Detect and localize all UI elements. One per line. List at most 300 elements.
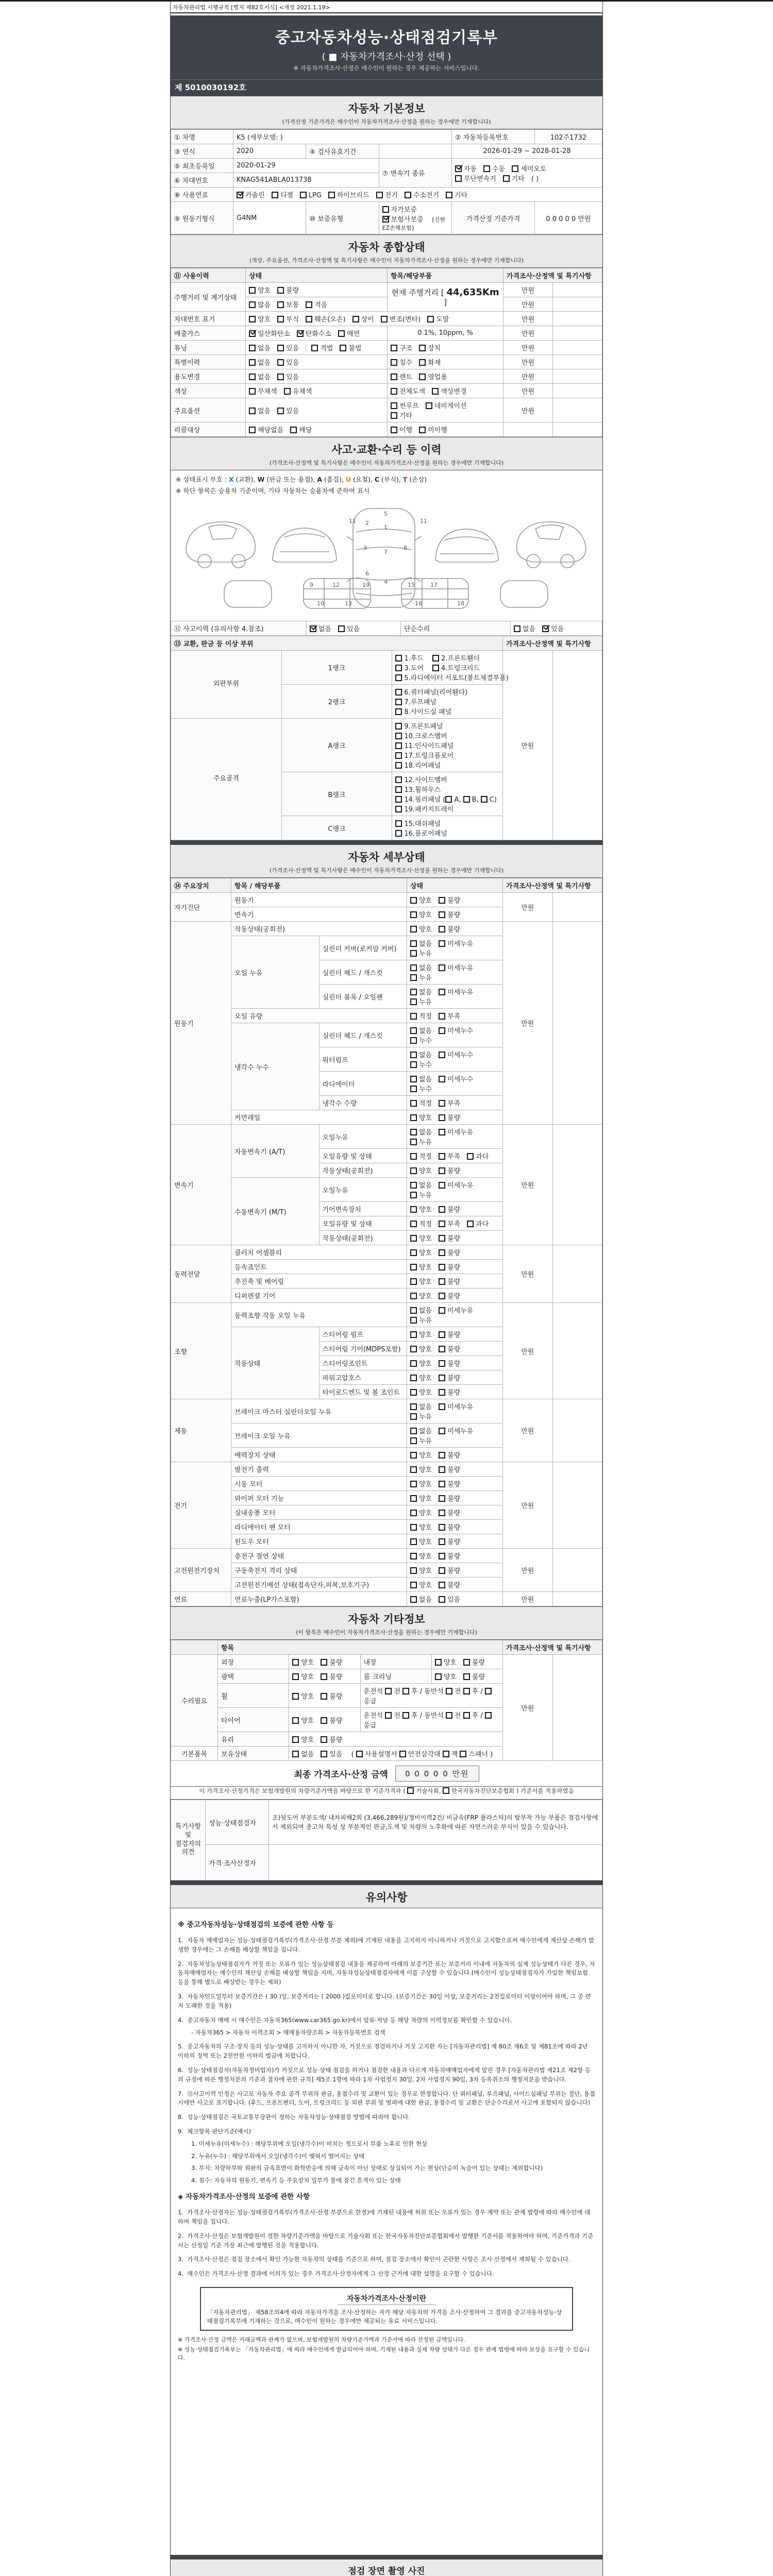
checkbox-option[interactable]	[439, 1580, 460, 1589]
checkbox-option[interactable]	[439, 1507, 460, 1517]
checkbox-option[interactable]	[514, 623, 535, 633]
checkbox-icon[interactable]	[410, 1596, 417, 1603]
checkbox-option[interactable]	[410, 938, 432, 948]
checkbox-option[interactable]	[439, 909, 460, 919]
checkbox-checked-icon[interactable]	[382, 216, 389, 223]
checkbox-option[interactable]	[432, 386, 466, 396]
checkbox-option[interactable]	[300, 192, 322, 199]
checkbox-checked-icon[interactable]	[237, 192, 243, 198]
checkbox-icon[interactable]	[419, 359, 426, 366]
checkbox-option[interactable]	[338, 623, 360, 633]
checkbox-icon[interactable]	[439, 897, 445, 904]
checkbox-icon[interactable]	[410, 964, 417, 971]
checkbox-icon[interactable]	[410, 1037, 417, 1044]
checkbox-icon[interactable]	[410, 1153, 417, 1160]
checkbox-icon[interactable]	[300, 192, 307, 198]
checkbox-option[interactable]	[439, 1358, 460, 1368]
checkbox-icon[interactable]	[395, 689, 402, 696]
checkbox-option[interactable]	[483, 163, 505, 173]
checkbox-option[interactable]	[410, 987, 432, 996]
checkbox-option[interactable]	[410, 1204, 432, 1214]
checkbox-icon[interactable]	[391, 345, 397, 351]
checkbox-icon[interactable]	[432, 655, 439, 662]
checkbox-option[interactable]	[439, 1247, 460, 1257]
checkbox-icon[interactable]	[463, 1688, 470, 1694]
checkbox-icon[interactable]	[410, 1264, 417, 1270]
checkbox-icon[interactable]	[292, 1673, 299, 1680]
checkbox-icon[interactable]	[399, 1751, 406, 1757]
checkbox-option[interactable]	[410, 1083, 432, 1093]
checkbox-option[interactable]	[410, 1358, 432, 1368]
checkbox-icon[interactable]	[249, 287, 256, 294]
checkbox-option[interactable]	[446, 190, 467, 199]
checkbox-option[interactable]	[410, 1291, 432, 1300]
checkbox-option[interactable]	[311, 343, 333, 352]
checkbox-option[interactable]	[410, 895, 432, 905]
checkbox-checked-icon[interactable]	[455, 165, 462, 172]
checkbox-option[interactable]	[410, 1218, 432, 1228]
checkbox-option[interactable]	[439, 987, 473, 996]
checkbox-icon[interactable]	[391, 402, 397, 409]
checkbox-icon[interactable]	[410, 1437, 417, 1444]
checkbox-icon[interactable]	[439, 1360, 445, 1367]
checkbox-icon[interactable]	[439, 964, 445, 971]
checkbox-icon[interactable]	[410, 926, 417, 933]
checkbox-option[interactable]	[395, 804, 453, 814]
checkbox-icon[interactable]	[410, 1524, 417, 1531]
checkbox-icon[interactable]	[410, 1013, 417, 1020]
checkbox-option[interactable]	[321, 1749, 342, 1758]
checkbox-icon[interactable]	[402, 1688, 409, 1694]
checkbox-icon[interactable]	[395, 708, 402, 715]
checkbox-option[interactable]	[455, 173, 496, 183]
checkbox-option[interactable]	[321, 1691, 342, 1701]
checkbox-icon[interactable]	[419, 374, 426, 380]
checkbox-option[interactable]	[395, 760, 441, 770]
checkbox-option[interactable]	[455, 163, 477, 173]
checkbox-option[interactable]	[277, 405, 299, 415]
checkbox-icon[interactable]	[410, 1510, 417, 1516]
checkbox-icon[interactable]	[439, 1027, 445, 1034]
checkbox-icon[interactable]	[467, 1153, 474, 1160]
checkbox-option[interactable]	[419, 425, 447, 434]
checkbox-option[interactable]	[391, 425, 412, 434]
checkbox-option[interactable]	[439, 1565, 460, 1575]
checkbox-icon[interactable]	[512, 165, 518, 172]
checkbox-option[interactable]	[410, 909, 432, 919]
checkbox-option[interactable]	[292, 1715, 314, 1725]
checkbox-icon[interactable]	[356, 1751, 363, 1757]
checkbox-icon[interactable]	[376, 192, 383, 198]
checkbox-option[interactable]	[391, 371, 412, 381]
checkbox-icon[interactable]	[439, 1182, 445, 1189]
checkbox-option[interactable]	[249, 314, 271, 324]
checkbox-icon[interactable]	[439, 1452, 445, 1459]
checkbox-option[interactable]	[395, 721, 443, 731]
checkbox-icon[interactable]	[277, 408, 284, 414]
checkbox-icon[interactable]	[277, 345, 284, 351]
checkbox-icon[interactable]	[391, 388, 397, 395]
checkbox-icon[interactable]	[277, 287, 284, 294]
checkbox-icon[interactable]	[463, 1673, 470, 1680]
checkbox-icon[interactable]	[439, 1524, 445, 1531]
checkbox-icon[interactable]	[249, 374, 256, 380]
checkbox-icon[interactable]	[391, 374, 397, 380]
checkbox-icon[interactable]	[311, 345, 318, 351]
checkbox-option[interactable]	[410, 924, 432, 934]
checkbox-icon[interactable]	[407, 1787, 414, 1794]
checkbox-option[interactable]	[426, 400, 467, 410]
checkbox-option[interactable]	[410, 962, 432, 972]
checkbox-option[interactable]	[467, 1218, 489, 1228]
checkbox-option[interactable]	[439, 1401, 473, 1411]
checkbox-icon[interactable]	[483, 165, 490, 172]
checkbox-option[interactable]	[410, 1262, 432, 1272]
checkbox-icon[interactable]	[503, 175, 510, 182]
checkbox-icon[interactable]	[395, 830, 402, 837]
checkbox-icon[interactable]	[395, 762, 402, 769]
checkbox-option[interactable]	[410, 1580, 432, 1589]
checkbox-icon[interactable]	[249, 359, 256, 366]
checkbox-option[interactable]	[410, 1112, 432, 1122]
checkbox-option[interactable]	[512, 163, 546, 173]
checkbox-icon[interactable]	[249, 388, 256, 395]
checkbox-icon[interactable]	[277, 316, 284, 323]
checkbox-option[interactable]	[439, 1493, 460, 1503]
checkbox-option[interactable]	[439, 1049, 473, 1059]
checkbox-icon[interactable]	[410, 940, 417, 947]
checkbox-icon[interactable]	[439, 1235, 445, 1242]
checkbox-icon[interactable]	[439, 1249, 445, 1256]
checkbox-option[interactable]	[410, 1049, 432, 1059]
checkbox-option[interactable]	[237, 190, 265, 199]
checkbox-option[interactable]	[297, 328, 331, 338]
checkbox-option[interactable]	[410, 1276, 432, 1286]
checkbox-option[interactable]	[391, 343, 412, 352]
checkbox-icon[interactable]	[410, 1100, 417, 1107]
checkbox-icon[interactable]	[435, 1673, 442, 1680]
checkbox-icon[interactable]	[439, 1389, 445, 1396]
checkbox-option[interactable]	[395, 794, 497, 804]
checkbox-icon[interactable]	[439, 1114, 445, 1121]
checkbox-option[interactable]	[292, 1749, 314, 1758]
checkbox-option[interactable]	[249, 405, 271, 415]
checkbox-option[interactable]	[410, 1464, 432, 1474]
checkbox-option[interactable]	[410, 1233, 432, 1243]
checkbox-checked-icon[interactable]	[310, 625, 316, 632]
checkbox-icon[interactable]	[395, 699, 402, 705]
checkbox-icon[interactable]	[395, 786, 402, 793]
checkbox-option[interactable]	[395, 828, 447, 838]
checkbox-option[interactable]	[439, 962, 473, 972]
checkbox-icon[interactable]	[292, 1693, 299, 1700]
checkbox-icon[interactable]	[410, 1129, 417, 1136]
checkbox-icon[interactable]	[410, 1452, 417, 1459]
checkbox-icon[interactable]	[395, 733, 402, 739]
checkbox-option[interactable]	[463, 1671, 485, 1681]
checkbox-option[interactable]	[419, 357, 441, 367]
checkbox-icon[interactable]	[410, 950, 417, 957]
checkbox-icon[interactable]	[443, 1751, 449, 1757]
checkbox-icon[interactable]	[292, 1736, 299, 1743]
checkbox-option[interactable]	[249, 425, 283, 434]
checkbox-option[interactable]	[277, 357, 299, 367]
checkbox-option[interactable]	[395, 687, 467, 697]
checkbox-icon[interactable]	[410, 1027, 417, 1034]
checkbox-icon[interactable]	[395, 820, 402, 827]
checkbox-icon[interactable]	[395, 665, 402, 671]
checkbox-icon[interactable]	[340, 345, 346, 351]
checkbox-icon[interactable]	[439, 1167, 445, 1174]
checkbox-option[interactable]	[338, 328, 360, 338]
checkbox-option[interactable]	[439, 1262, 460, 1272]
checkbox-option[interactable]	[249, 343, 271, 352]
checkbox-icon[interactable]	[277, 374, 284, 380]
checkbox-option[interactable]	[249, 357, 271, 367]
checkbox-icon[interactable]	[249, 408, 256, 414]
checkbox-icon[interactable]	[321, 1659, 327, 1666]
checkbox-icon[interactable]	[382, 206, 389, 213]
checkbox-option[interactable]	[463, 1657, 485, 1667]
checkbox-icon[interactable]	[410, 1567, 417, 1574]
checkbox-icon[interactable]	[410, 911, 417, 918]
checkbox-option[interactable]	[410, 1035, 432, 1045]
checkbox-icon[interactable]	[410, 974, 417, 981]
checkbox-option[interactable]	[410, 1536, 432, 1546]
checkbox-icon[interactable]	[290, 427, 297, 433]
checkbox-option[interactable]	[410, 1151, 432, 1161]
checkbox-icon[interactable]	[439, 1553, 445, 1560]
checkbox-icon[interactable]	[439, 1481, 445, 1487]
checkbox-option[interactable]	[410, 1594, 432, 1604]
checkbox-icon[interactable]	[410, 1307, 417, 1314]
checkbox-icon[interactable]	[410, 1481, 417, 1487]
checkbox-icon[interactable]	[426, 402, 432, 409]
checkbox-icon[interactable]	[455, 175, 462, 182]
checkbox-icon[interactable]	[410, 1167, 417, 1174]
checkbox-icon[interactable]	[439, 1331, 445, 1338]
checkbox-option[interactable]	[410, 1127, 432, 1137]
checkbox-icon[interactable]	[419, 427, 426, 433]
checkbox-option[interactable]	[376, 190, 398, 199]
checkbox-option[interactable]	[321, 1671, 342, 1681]
checkbox-checked-icon[interactable]	[542, 625, 549, 632]
checkbox-icon[interactable]	[249, 301, 256, 308]
checkbox-icon[interactable]	[446, 1688, 452, 1694]
checkbox-option[interactable]	[439, 1426, 473, 1435]
checkbox-icon[interactable]	[463, 796, 470, 803]
checkbox-icon[interactable]	[385, 1688, 392, 1694]
checkbox-option[interactable]	[405, 190, 439, 199]
checkbox-option[interactable]	[439, 1025, 473, 1035]
checkbox-option[interactable]	[391, 410, 412, 420]
checkbox-option[interactable]	[410, 996, 432, 1006]
checkbox-option[interactable]	[419, 371, 447, 381]
checkbox-option[interactable]	[292, 1671, 314, 1681]
checkbox-icon[interactable]	[395, 674, 402, 681]
checkbox-option[interactable]	[382, 214, 424, 224]
checkbox-option[interactable]	[439, 1479, 460, 1488]
checkbox-option[interactable]	[410, 1507, 432, 1517]
checkbox-option[interactable]	[439, 1011, 460, 1021]
checkbox-option[interactable]	[439, 1551, 460, 1561]
checkbox-icon[interactable]	[272, 192, 278, 198]
checkbox-icon[interactable]	[249, 427, 256, 433]
checkbox-icon[interactable]	[481, 796, 488, 803]
checkbox-option[interactable]	[249, 386, 277, 396]
checkbox-icon[interactable]	[410, 1086, 417, 1092]
checkbox-option[interactable]	[306, 299, 327, 309]
checkbox-icon[interactable]	[463, 1659, 470, 1666]
checkbox-icon[interactable]	[292, 1751, 299, 1757]
checkbox-icon[interactable]	[432, 388, 439, 395]
checkbox-icon[interactable]	[446, 1712, 452, 1719]
checkbox-option[interactable]	[439, 1276, 460, 1286]
checkbox-option[interactable]	[306, 314, 345, 324]
checkbox-icon[interactable]	[338, 625, 345, 632]
checkbox-option[interactable]	[432, 653, 480, 663]
checkbox-icon[interactable]	[338, 330, 345, 337]
checkbox-icon[interactable]	[439, 1206, 445, 1213]
checkbox-icon[interactable]	[306, 301, 312, 308]
checkbox-icon[interactable]	[439, 1264, 445, 1270]
checkbox-option[interactable]	[410, 1565, 432, 1575]
checkbox-icon[interactable]	[410, 1346, 417, 1352]
checkbox-icon[interactable]	[395, 655, 402, 662]
checkbox-option[interactable]	[284, 386, 312, 396]
checkbox-icon[interactable]	[410, 1249, 417, 1256]
checkbox-icon[interactable]	[410, 1582, 417, 1588]
checkbox-icon[interactable]	[439, 989, 445, 995]
checkbox-option[interactable]	[321, 1734, 342, 1744]
checkbox-option[interactable]	[395, 653, 424, 663]
checkbox-option[interactable]	[321, 1715, 342, 1725]
checkbox-option[interactable]	[439, 1112, 460, 1122]
checkbox-icon[interactable]	[410, 1331, 417, 1338]
checkbox-icon[interactable]	[321, 1717, 327, 1724]
checkbox-option[interactable]	[410, 1011, 432, 1021]
checkbox-option[interactable]	[395, 672, 509, 682]
checkbox-option[interactable]	[410, 1305, 432, 1315]
checkbox-option[interactable]	[410, 1165, 432, 1175]
checkbox-icon[interactable]	[306, 316, 312, 323]
checkbox-icon[interactable]	[352, 316, 359, 323]
checkbox-checked-icon[interactable]	[249, 330, 256, 337]
checkbox-icon[interactable]	[381, 316, 388, 323]
checkbox-icon[interactable]	[439, 1510, 445, 1516]
checkbox-icon[interactable]	[439, 1428, 445, 1434]
checkbox-icon[interactable]	[410, 1061, 417, 1068]
checkbox-option[interactable]	[410, 1247, 432, 1257]
checkbox-option[interactable]	[439, 1305, 473, 1315]
checkbox-icon[interactable]	[284, 388, 291, 395]
checkbox-option[interactable]	[439, 924, 460, 934]
checkbox-icon[interactable]	[395, 796, 402, 803]
checkbox-option[interactable]	[410, 1435, 432, 1445]
checkbox-option[interactable]	[503, 173, 525, 183]
checkbox-icon[interactable]	[485, 1688, 492, 1694]
checkbox-option[interactable]	[427, 314, 449, 324]
checkbox-option[interactable]	[439, 1372, 460, 1382]
checkbox-icon[interactable]	[445, 796, 452, 803]
checkbox-icon[interactable]	[292, 1717, 299, 1724]
checkbox-icon[interactable]	[410, 1413, 417, 1420]
checkbox-option[interactable]	[310, 623, 331, 633]
checkbox-icon[interactable]	[439, 1346, 445, 1352]
checkbox-option[interactable]	[395, 697, 436, 706]
checkbox-icon[interactable]	[439, 1495, 445, 1502]
checkbox-icon[interactable]	[410, 1221, 417, 1227]
checkbox-option[interactable]	[542, 623, 564, 633]
checkbox-icon[interactable]	[435, 1659, 442, 1666]
checkbox-option[interactable]	[435, 1657, 457, 1667]
checkbox-option[interactable]	[277, 371, 299, 381]
checkbox-icon[interactable]	[410, 1403, 417, 1410]
checkbox-option[interactable]	[352, 314, 374, 324]
checkbox-option[interactable]	[292, 1657, 314, 1667]
checkbox-option[interactable]	[410, 1329, 432, 1339]
checkbox-option[interactable]	[439, 1291, 460, 1300]
checkbox-option[interactable]	[340, 343, 361, 352]
checkbox-option[interactable]	[249, 299, 271, 309]
checkbox-icon[interactable]	[321, 1693, 327, 1700]
checkbox-option[interactable]	[439, 1536, 460, 1546]
checkbox-option[interactable]	[395, 663, 424, 672]
checkbox-option[interactable]	[410, 1479, 432, 1488]
checkbox-icon[interactable]	[292, 1659, 299, 1666]
checkbox-icon[interactable]	[391, 359, 397, 366]
checkbox-option[interactable]	[439, 1098, 460, 1108]
checkbox-icon[interactable]	[439, 1403, 445, 1410]
checkbox-option[interactable]	[410, 1074, 432, 1083]
checkbox-option[interactable]	[439, 1233, 460, 1243]
checkbox-option[interactable]	[439, 1329, 460, 1339]
checkbox-option[interactable]	[395, 706, 451, 716]
checkbox-icon[interactable]	[410, 1428, 417, 1434]
checkbox-icon[interactable]	[439, 1013, 445, 1020]
checkbox-option[interactable]	[328, 190, 369, 199]
checkbox-icon[interactable]	[410, 1182, 417, 1189]
checkbox-option[interactable]	[410, 1401, 432, 1411]
checkbox-icon[interactable]	[410, 1375, 417, 1381]
checkbox-option[interactable]	[439, 1074, 473, 1083]
checkbox-option[interactable]	[292, 1734, 314, 1744]
checkbox-option[interactable]	[419, 343, 441, 352]
checkbox-icon[interactable]	[321, 1736, 327, 1743]
checkbox-icon[interactable]	[395, 723, 402, 730]
checkbox-icon[interactable]	[460, 1751, 466, 1757]
checkbox-icon[interactable]	[439, 1076, 445, 1082]
checkbox-icon[interactable]	[427, 316, 434, 323]
checkbox-icon[interactable]	[514, 625, 520, 632]
checkbox-option[interactable]	[432, 663, 480, 672]
checkbox-option[interactable]	[439, 938, 473, 948]
checkbox-option[interactable]	[439, 1594, 460, 1604]
checkbox-option[interactable]	[277, 285, 299, 295]
checkbox-icon[interactable]	[439, 911, 445, 918]
checkbox-option[interactable]	[410, 1551, 432, 1561]
checkbox-option[interactable]	[290, 425, 312, 434]
checkbox-icon[interactable]	[439, 1596, 445, 1603]
checkbox-icon[interactable]	[410, 1538, 417, 1545]
checkbox-icon[interactable]	[439, 1466, 445, 1473]
checkbox-option[interactable]	[410, 1180, 432, 1190]
checkbox-icon[interactable]	[410, 1076, 417, 1082]
checkbox-icon[interactable]	[410, 1206, 417, 1213]
checkbox-icon[interactable]	[446, 192, 452, 198]
checkbox-option[interactable]	[410, 1372, 432, 1382]
checkbox-option[interactable]	[410, 1025, 432, 1035]
